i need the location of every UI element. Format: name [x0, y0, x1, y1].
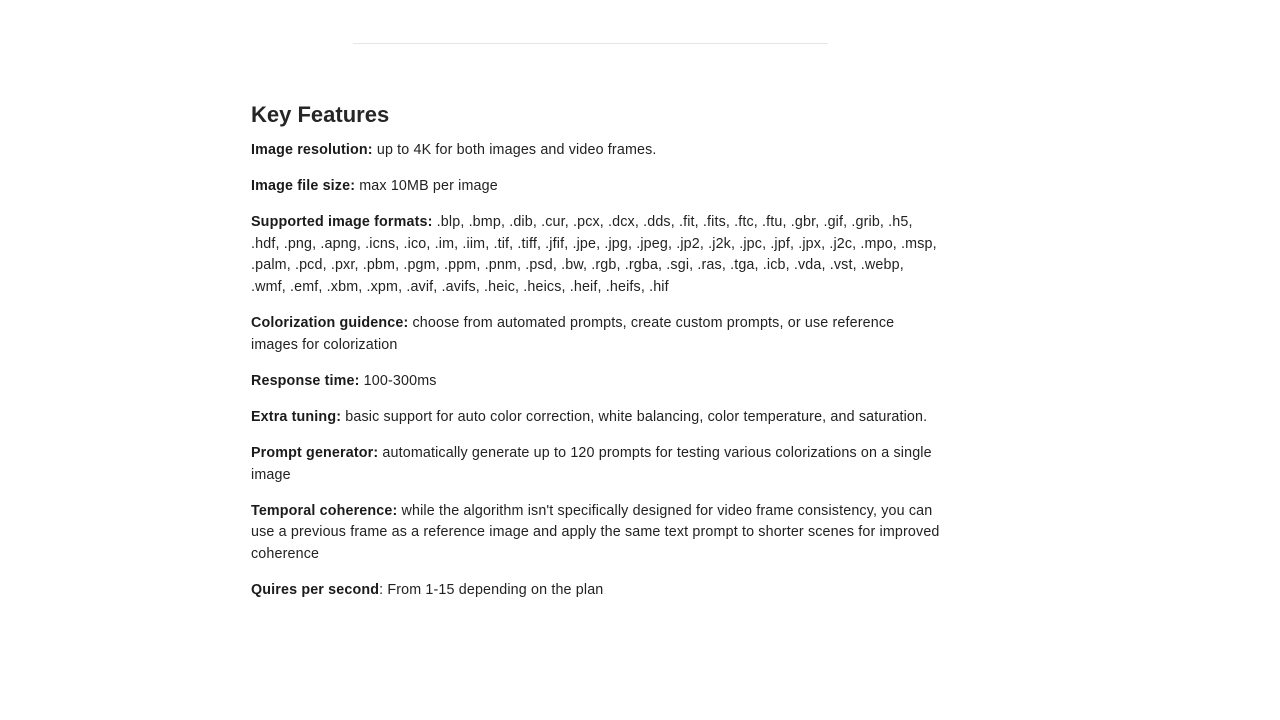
feature-text: .blp, .bmp, .dib, .cur, .pcx, .dcx, .dds, .fit, .fits, .ftc, .ftu, .gbr, .gif, .grib, .h5, .hdf, .png, .apng, .icns, .ico, .im, .iim, .tif, .tiff, .jfif, .jpe, .jpg, .jpeg, .jp2, .j2k, .jpc, .jpf, .jpx, .j2c, .mpo, .msp, .palm, .pcd, .pxr, .pbm, .pgm, .ppm, .pnm, .psd, .bw, .rgb, .rgba, .sgi, .ras, .tga, .icb, .vda, .vst, .webp, .wmf, .emf, .xbm, .xpm, .avif, .avifs, .heic, .heics, .heif, .heifs, .hif [251, 214, 937, 295]
feature-response-time [251, 371, 941, 393]
feature-text: 100-300ms [359, 372, 437, 389]
feature-label: Image file size: [251, 178, 356, 195]
feature-text: automatically generate up to 120 prompts for testing various colorizations on a single image [251, 445, 932, 483]
feature-label: Image resolution: [251, 142, 373, 158]
feature-text: basic support for auto color correction, white balancing, color temperature, and saturation. [341, 408, 928, 425]
feature-text: while the algorithm isn't specifically designed for video frame consistency, you can use a previous frame as a reference image and apply the same text prompt to shorter scenes for improved coherence [251, 502, 940, 562]
feature-text: up to 4K for both images and video frames. [372, 142, 657, 158]
section-divider [353, 43, 828, 44]
key-features-section [251, 100, 941, 616]
feature-label: Quires per second [251, 582, 380, 598]
feature-label: Prompt generator: [251, 445, 379, 462]
feature-temporal-coherence [251, 501, 941, 566]
feature-supported-image-formats [251, 212, 941, 298]
feature-colorization-guidence [251, 313, 941, 356]
feature-text: max 10MB per image [355, 178, 498, 195]
feature-label: Response time: [251, 372, 360, 389]
feature-text: choose from automated prompts, create custom prompts, or use reference images for colorization [251, 315, 895, 353]
feature-prompt-generator [251, 443, 941, 486]
feature-extra-tuning [251, 407, 941, 429]
feature-image-file-size [251, 176, 941, 198]
feature-text: : From 1-15 depending on the plan [379, 582, 604, 598]
feature-label: Colorization guidence: [251, 315, 409, 332]
feature-quires-per-second [251, 580, 941, 602]
section-heading: Key Features [251, 102, 390, 127]
feature-image-resolution [251, 140, 941, 162]
feature-label: Extra tuning: [251, 408, 342, 425]
feature-label: Temporal coherence: [251, 502, 398, 519]
feature-label: Supported image formats: [251, 214, 433, 231]
